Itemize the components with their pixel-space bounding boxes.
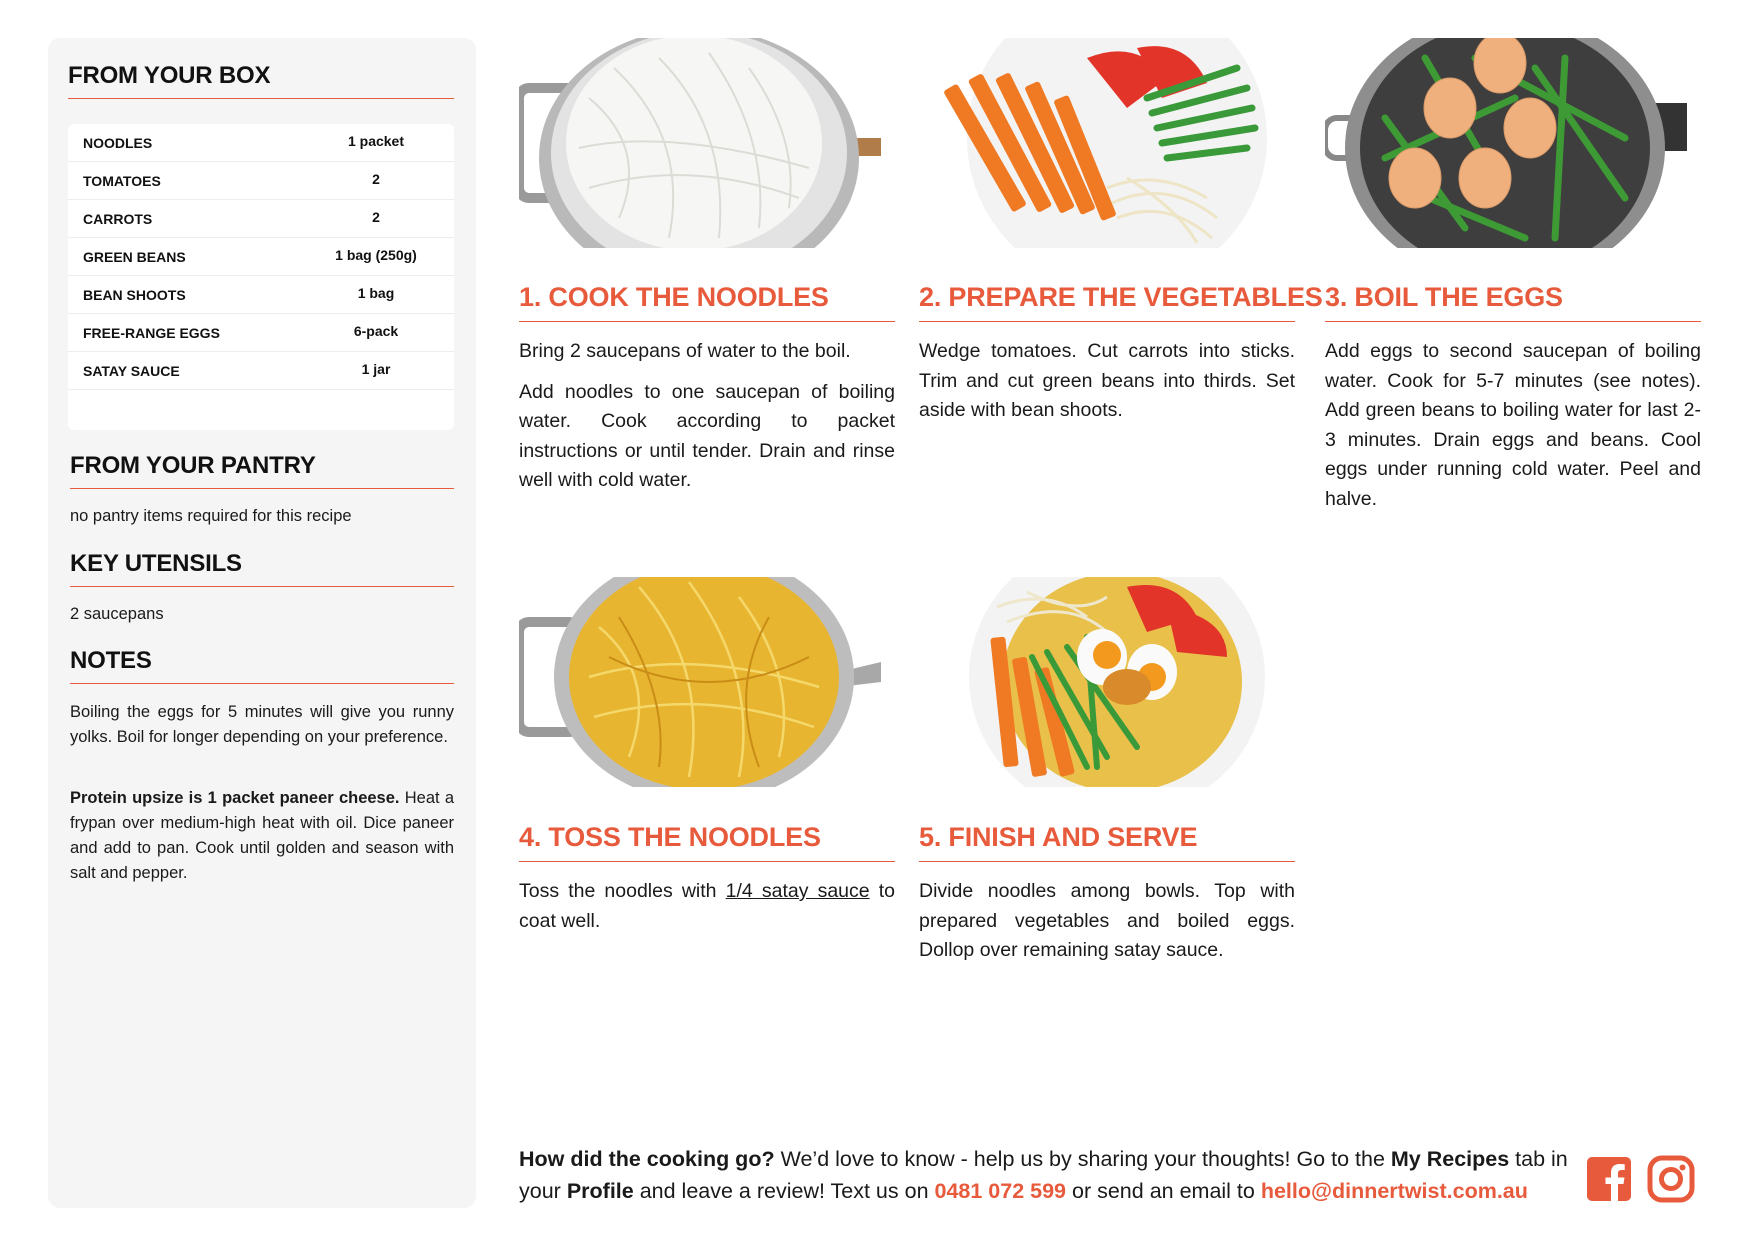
step-4-title: 4. TOSS THE NOODLES (519, 822, 895, 862)
table-row (68, 238, 454, 276)
served-bowl-photo (937, 577, 1299, 787)
ingredient-name: CARROTS (83, 211, 153, 227)
instagram-icon[interactable] (1647, 1155, 1695, 1203)
step-1-p1: Bring 2 saucepans of water to the boil. (519, 340, 851, 362)
step-2-p1: Wedge tomatoes. Cut carrots into sticks. Trim and cut green beans into thirds. Set aside with bean shoots. (919, 340, 1295, 421)
step-5-p1: Divide noodles among bowls. Top with prepared vegetables and boiled eggs. Dollop over remaining satay sauce. (919, 880, 1295, 961)
pantry-text: no pantry items required for this recipe (70, 507, 352, 525)
notes-upsize-text: Heat a frypan over medium-high heat with oil. Dice paneer and add to pan. Cook until golden and season with salt and pepper. (70, 789, 455, 882)
ingredient-qty: 2 (372, 171, 380, 187)
step-4-text-before: Toss the noodles with (519, 880, 726, 902)
ingredient-qty: 1 jar (361, 361, 391, 377)
table-row (68, 200, 454, 238)
email-link[interactable]: hello@dinnertwist.com.au (1260, 1179, 1528, 1203)
table-row (68, 276, 454, 314)
table-row (68, 162, 454, 200)
step-1-body (519, 337, 895, 496)
from-your-pantry-heading: FROM YOUR PANTRY (70, 452, 454, 489)
notes-upsize-bold: Protein upsize is 1 packet paneer cheese. (70, 789, 400, 807)
cut-vegetables-plate-photo (937, 38, 1299, 248)
footer-text-3: and leave a review! Text us on (633, 1179, 935, 1203)
step-3-body (1325, 337, 1701, 514)
ingredient-qty: 6-pack (353, 323, 399, 339)
ingredient-name: FREE-RANGE EGGS (83, 325, 220, 341)
footer-text-2: tab in your (519, 1147, 1568, 1203)
my-recipes-label: My Recipes (1390, 1147, 1510, 1171)
step-3-title: 3. BOIL THE EGGS (1325, 282, 1701, 322)
ingredient-qty: 1 bag (357, 285, 395, 301)
step-4-text-after: to coat well. (519, 880, 895, 932)
footer-text-1: We’d love to know - help us by sharing your thoughts! Go to the (774, 1147, 1391, 1171)
step-5-title: 5. FINISH AND SERVE (919, 822, 1295, 862)
ingredient-name: NOODLES (83, 135, 153, 151)
notes-upsize (70, 786, 454, 886)
ingredient-name: SATAY SAUCE (83, 363, 180, 379)
step-1-p2: Add noodles to one saucepan of boiling water. Cook according to packet instructions or until tender. Drain and rinse well with cold water. (519, 380, 895, 491)
satay-noodles-pot-photo (519, 577, 881, 787)
ingredient-name: TOMATOES (83, 173, 161, 189)
ingredient-name: GREEN BEANS (83, 249, 186, 265)
key-utensils-heading: KEY UTENSILS (70, 550, 454, 587)
phone-link[interactable]: 0481 072 599 (934, 1179, 1067, 1203)
footer-question: How did the cooking go? (519, 1147, 775, 1171)
satay-sauce-link[interactable]: 1/4 satay sauce (725, 880, 870, 902)
step-5-body (919, 877, 1295, 966)
from-your-box-heading: FROM YOUR BOX (68, 62, 454, 99)
facebook-icon[interactable] (1585, 1155, 1633, 1203)
table-row (68, 352, 454, 390)
ingredients-sidebar (48, 38, 476, 1208)
step-4-p1 (519, 877, 895, 936)
notes-heading: NOTES (70, 647, 454, 684)
table-row (68, 124, 454, 162)
utensils-text: 2 saucepans (70, 605, 164, 623)
noodles-in-strainer-photo (519, 38, 881, 248)
ingredient-qty: 1 packet (347, 133, 405, 149)
step-4-body (519, 877, 895, 936)
table-row (68, 314, 454, 352)
step-1-title: 1. COOK THE NOODLES (519, 282, 895, 322)
step-2-title: 2. PREPARE THE VEGETABLES (919, 282, 1295, 322)
profile-label: Profile (566, 1179, 634, 1203)
step-3-p1: Add eggs to second saucepan of boiling water. Cook for 5-7 minutes (see notes). Add green beans to boiling water for last 2-3 minutes. Drain eggs and beans. Cool eggs under running cold water. Peel and halve. (1325, 340, 1701, 510)
ingredient-qty: 1 bag (250g) (335, 247, 417, 263)
notes-text: Boiling the eggs for 5 minutes will give you runny yolks. Boil for longer depending on your preference. (70, 703, 454, 746)
ingredient-qty: 2 (372, 209, 380, 225)
feedback-footer (519, 1143, 1579, 1207)
eggs-and-beans-strainer-photo (1325, 38, 1687, 248)
step-2-body (919, 337, 1295, 426)
ingredient-name: BEAN SHOOTS (83, 287, 186, 303)
footer-text-4: or send an email to (1066, 1179, 1261, 1203)
ingredients-table (68, 124, 454, 430)
